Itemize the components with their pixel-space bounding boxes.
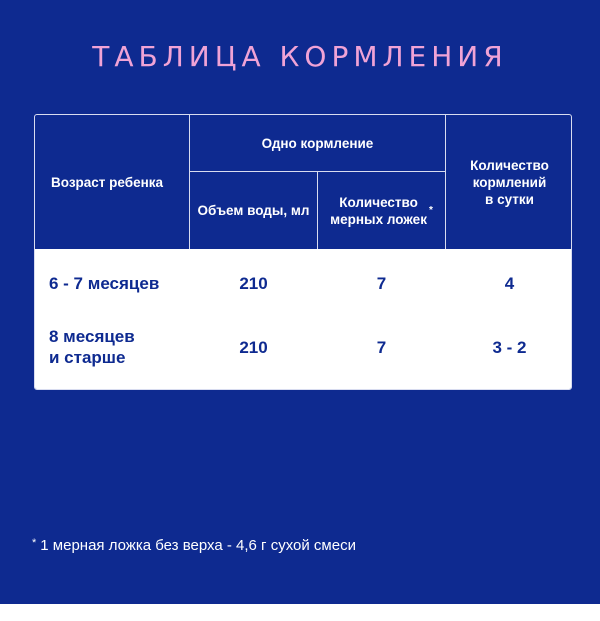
footnote — [32, 537, 356, 554]
row-water: 210 — [239, 337, 268, 357]
table-header — [35, 115, 572, 249]
header-water-volume: Объем воды, мл — [197, 203, 310, 218]
footnote-text: 1 мерная ложка без верха - 4,6 г сухой смеси — [40, 537, 356, 554]
row-spoons: 7 — [376, 273, 387, 293]
footnote-marker: * — [428, 205, 433, 216]
row-per-day: 4 — [504, 273, 515, 293]
page-title: ТАБЛИЦА КОРМЛЕНИЯ — [92, 40, 508, 73]
row-age: 6 - 7 месяцев — [49, 273, 160, 293]
row-spoons: 7 — [376, 337, 387, 357]
row-age: 8 месяцев и старше — [49, 327, 135, 367]
header-spoons: Количество мерных ложек * — [330, 194, 433, 227]
feeding-table — [34, 114, 572, 390]
row-water: 210 — [239, 273, 268, 293]
header-age: Возраст ребенка — [51, 174, 163, 190]
header-per-day: Количество кормлений в сутки — [470, 157, 549, 207]
footnote-marker: * — [32, 537, 37, 549]
row-per-day: 3 - 2 — [492, 337, 527, 357]
header-one-feeding: Одно кормление — [261, 135, 374, 151]
table-body — [35, 249, 572, 390]
